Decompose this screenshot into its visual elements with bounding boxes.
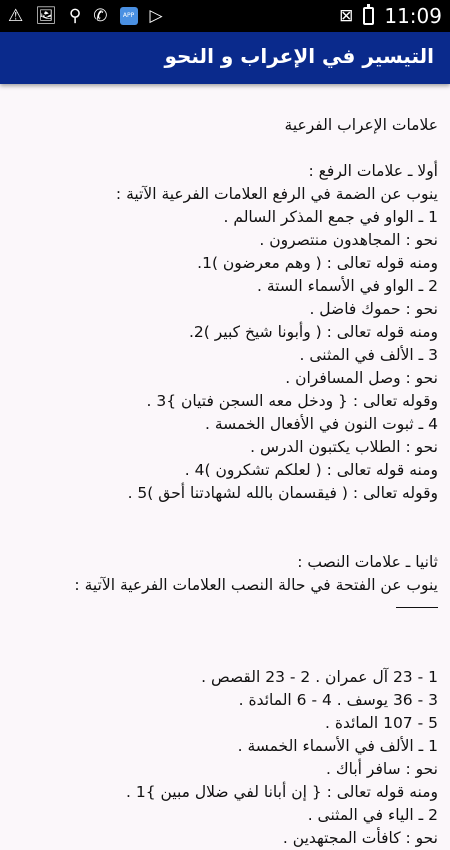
usb-icon: ⚲ — [68, 6, 82, 26]
text-line: وقوله تعالى : ( فيقسمان بالله لشهادتنا أحق )5 . — [127, 484, 438, 502]
text-line: نحو : حموك فاضل . — [309, 300, 438, 318]
battery-charging-icon — [363, 7, 374, 25]
warning-icon: ⚠ — [8, 6, 24, 26]
text-line: 5 - 107 المائدة . — [325, 714, 438, 732]
app-icon: APP — [120, 7, 138, 25]
text-line: 1 ـ الألف في الأسماء الخمسة . — [237, 737, 438, 755]
text-line: 4 ـ ثبوت النون في الأفعال الخمسة . — [205, 415, 438, 433]
app-bar — [0, 32, 450, 84]
status-notifications — [8, 5, 163, 27]
text-line: وقوله تعالى : { ودخل معه السجن فتيان }3 . — [146, 392, 438, 410]
text-line: نحو : كافأت المجتهدين . — [282, 829, 438, 847]
blank-line — [12, 528, 438, 551]
blank-line — [12, 643, 438, 666]
text-line: نحو : الطلاب يكتبون الدرس . — [250, 438, 438, 456]
blank-line — [12, 620, 438, 643]
text-line: ومنه قوله تعالى : ( وهم معرضون )1. — [197, 254, 438, 272]
blank-line — [12, 137, 438, 160]
text-line: نحو : وصل المسافران . — [285, 369, 438, 387]
text-line: ينوب عن الفتحة في حالة النصب العلامات الفرعية الآتية : — [74, 576, 438, 594]
image-icon: 🖼 — [35, 6, 57, 26]
no-sim-icon: ⊠ — [339, 6, 354, 26]
text-line: ثانيا ـ علامات النصب : — [297, 553, 438, 571]
text-line: ومنه قوله تعالى : ( وأبونا شيخ كبير )2. — [188, 323, 438, 341]
text-line: ومنه قوله تعالى : { إن أبانا لفي ضلال مبين }1 . — [125, 783, 438, 801]
text-line: 3 - 36 يوسف . 4 - 6 المائدة . — [238, 691, 438, 709]
text-line: 1 - 23 آل عمران . 2 - 23 القصص . — [201, 668, 438, 686]
status-system — [339, 4, 442, 28]
text-line: ينوب عن الضمة في الرفع العلامات الفرعية الآتية : — [115, 185, 438, 203]
text-line: 3 ـ الألف في المثنى . — [299, 346, 438, 364]
text-line: 2 ـ الواو في الأسماء الستة . — [256, 277, 438, 295]
text-line: ومنه قوله تعالى : ( لعلكم تشكرون )4 . — [184, 461, 438, 479]
text-line: أولا ـ علامات الرفع : — [308, 162, 438, 180]
status-bar — [0, 0, 450, 32]
text-line: 1 ـ الواو في جمع المذكر السالم . — [223, 208, 438, 226]
blank-line — [12, 505, 438, 528]
text-line: 2 ـ الياء في المثنى . — [307, 806, 438, 824]
text-line: علامات الإعراب الفرعية — [284, 116, 438, 134]
app-title: التيسير في الإعراب و النحو — [164, 44, 434, 68]
clock: 11:09 — [384, 4, 442, 28]
text-line: نحو : سافر أباك . — [326, 760, 438, 778]
text-line: نحو : المجاهدون منتصرون . — [259, 231, 438, 249]
content-scroll-view[interactable] — [0, 84, 450, 847]
swift-keyboard-icon: ✆ — [93, 6, 108, 26]
article-text — [12, 114, 438, 850]
separator-line — [12, 597, 438, 620]
play-store-icon: ▷ — [149, 6, 163, 26]
